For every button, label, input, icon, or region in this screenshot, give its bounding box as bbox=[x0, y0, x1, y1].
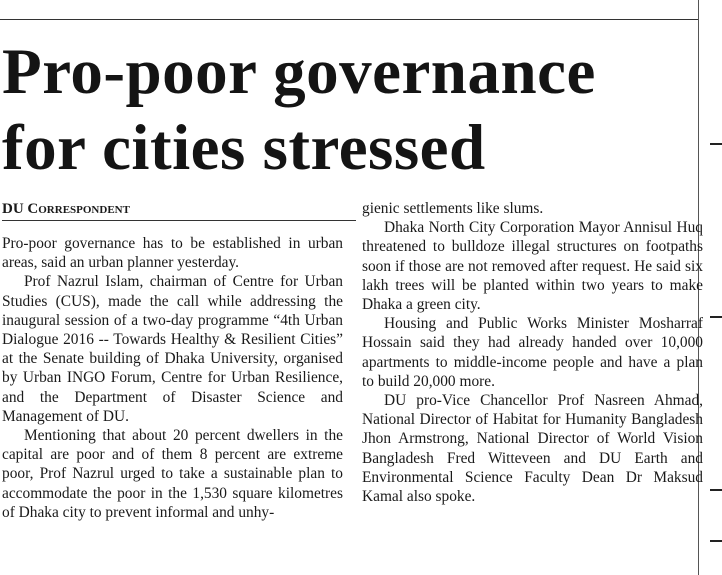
paragraph: Pro-poor governance has to be established in urban areas, said an urban planner yesterday. bbox=[2, 235, 343, 272]
byline bbox=[2, 200, 356, 221]
top-rule bbox=[0, 19, 698, 20]
paragraph: Prof Nazrul Islam, chairman of Centre for Urban Studies (CUS), made the call while addressing the inaugural session of a two-day programme “4th Urban Dialogue 2016 -- Towards Healthy & Resilient Cities” at the Senate building of Dhaka University, organised by Urban INGO Forum, Centre for Urban Resilience, and the Department of Disaster Science and Management of DU. bbox=[2, 273, 343, 425]
paragraph: DU pro-Vice Chancellor Prof Nasreen Ahmad, National Director of Habitat for Humanity Bangladesh Jhon Armstrong, National Director of World Vision Bangladesh Fred Witteveen and DU Earth and Environmental Science Faculty Dean Dr Maksud Kamal also spoke. bbox=[362, 392, 703, 506]
paragraph: Dhaka North City Corporation Mayor Annisul Huq threatened to bulldoze illegal structures on footpaths soon if those are not removed after request. He said six lakh trees will be planted within two years to make Dhaka a green city. bbox=[362, 219, 703, 314]
adjacent-column-edge bbox=[708, 0, 722, 575]
headline-line-1: Pro-poor governance bbox=[2, 36, 596, 108]
paragraph: Housing and Public Works Minister Mosharraf Hossain said they had already handed over 10,000 apartments to middle-income people and have a plan to build 20,000 more. bbox=[362, 315, 703, 390]
paragraph-continuation: gienic settlements like slums. bbox=[362, 200, 544, 217]
byline-suffix: Correspondent bbox=[27, 201, 130, 217]
article-column-right bbox=[362, 199, 703, 506]
article-column-left bbox=[2, 234, 343, 522]
headline bbox=[2, 34, 702, 186]
paragraph: Mentioning that about 20 percent dwellers in the capital are poor and of them 8 percent are extreme poor, Prof Nazrul urged to take a sustainable plan to accommodate the poor in the 1,530 square kilometres of Dhaka city to prevent informal and unhy- bbox=[2, 427, 343, 521]
byline-prefix: DU bbox=[2, 201, 24, 217]
headline-line-2: for cities stressed bbox=[2, 112, 486, 184]
